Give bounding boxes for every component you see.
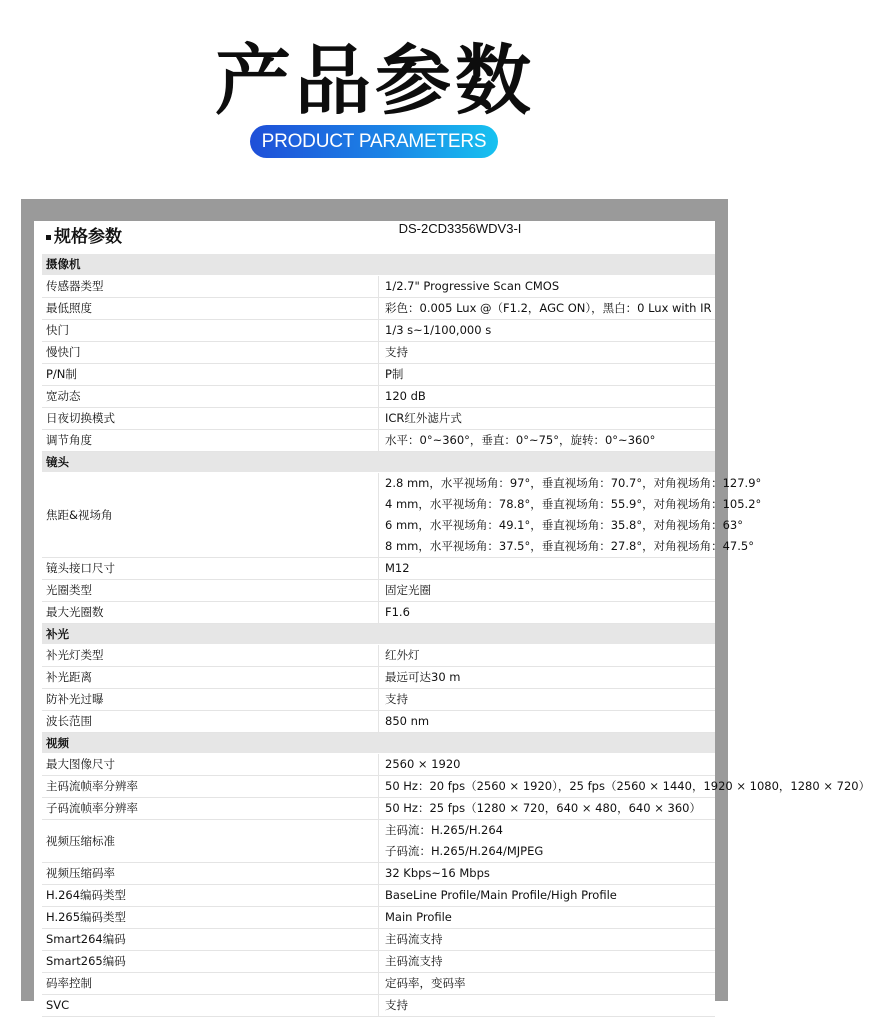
spec-label: 视频压缩标准 [42, 819, 379, 862]
spec-value [379, 644, 716, 666]
spec-value [379, 688, 716, 710]
spec-value-line: 水平：0°~360°，垂直：0°~75°，旋转：0°~360° [385, 432, 656, 447]
table-row [42, 972, 715, 994]
table-row [42, 363, 715, 385]
table-row [42, 928, 715, 950]
spec-label: 波长范围 [42, 710, 379, 732]
table-row [42, 385, 715, 407]
spec-label: 宽动态 [42, 385, 379, 407]
spec-label: SVC [42, 994, 379, 1016]
spec-label: 最大光圈数 [42, 601, 379, 623]
spec-label: 调节角度 [42, 429, 379, 451]
table-row [42, 950, 715, 972]
spec-card-header [34, 221, 715, 253]
table-row [42, 797, 715, 819]
spec-value-line: 32 Kbps~16 Mbps [385, 865, 490, 880]
spec-value-line: ICR红外滤片式 [385, 410, 462, 425]
spec-value-line: 主码流：H.265/H.264 [385, 822, 503, 837]
spec-value [379, 710, 716, 732]
spec-value-line: 2.8 mm，水平视场角：97°，垂直视场角：70.7°，对角视场角：127.9° [385, 475, 762, 490]
spec-value-line: P制 [385, 366, 404, 381]
subtitle-badge: PRODUCT PARAMETERS [250, 125, 498, 158]
section-header [42, 732, 715, 753]
spec-value-line: 4 mm，水平视场角：78.8°，垂直视场角：55.9°，对角视场角：105.2° [385, 496, 762, 511]
section-header [42, 254, 715, 275]
spec-value [379, 297, 716, 319]
page-title: 产品参数 [215, 36, 535, 125]
table-row [42, 862, 715, 884]
table-row [42, 275, 715, 297]
spec-value-line: 6 mm，水平视场角：49.1°，垂直视场角：35.8°，对角视场角：63° [385, 517, 743, 532]
section-title: 镜头 [42, 451, 715, 472]
table-row [42, 297, 715, 319]
model-number: DS-2CD3356WDV3-I [398, 221, 522, 236]
spec-value-line: 120 dB [385, 388, 426, 403]
spec-value-line: 红外灯 [385, 647, 420, 662]
table-row [42, 429, 715, 451]
spec-value-line: 彩色：0.005 Lux @（F1.2，AGC ON），黑白：0 Lux with IR [385, 300, 712, 315]
section-header [42, 451, 715, 472]
spec-value-line: 50 Hz：25 fps（1280 × 720，640 × 480，640 × 360） [385, 800, 701, 815]
section-title: 补光 [42, 623, 715, 644]
spec-value [379, 797, 716, 819]
spec-value [379, 601, 716, 623]
table-row [42, 407, 715, 429]
table-row [42, 710, 715, 732]
spec-label: 光圈类型 [42, 579, 379, 601]
spec-label: 传感器类型 [42, 275, 379, 297]
spec-label: 最大图像尺寸 [42, 753, 379, 775]
bullet-icon [46, 235, 51, 240]
spec-label: 焦距&视场角 [42, 472, 379, 557]
table-row [42, 819, 715, 862]
spec-value [379, 819, 716, 862]
spec-value [379, 429, 716, 451]
spec-label: 慢快门 [42, 341, 379, 363]
spec-value-line: 850 nm [385, 713, 430, 728]
spec-table [42, 254, 870, 1017]
spec-value-line: 定码率，变码率 [385, 975, 466, 990]
table-row [42, 472, 715, 557]
spec-label: 日夜切换模式 [42, 407, 379, 429]
spec-value [379, 472, 762, 557]
table-row [42, 579, 715, 601]
table-row [42, 753, 715, 775]
spec-value [379, 972, 716, 994]
spec-value [379, 775, 870, 797]
spec-label: 主码流帧率分辨率 [42, 775, 379, 797]
spec-card-title: 规格参数 [54, 227, 122, 247]
spec-value [379, 579, 716, 601]
spec-value-line: 固定光圈 [385, 582, 431, 597]
spec-value [379, 557, 716, 579]
spec-value-line: 1/2.7" Progressive Scan CMOS [385, 278, 560, 293]
spec-value [379, 753, 716, 775]
spec-value [379, 341, 716, 363]
spec-value [379, 994, 716, 1016]
spec-label: P/N制 [42, 363, 379, 385]
section-title: 视频 [42, 732, 715, 753]
spec-value-line: 2560 × 1920 [385, 756, 461, 771]
table-row [42, 906, 715, 928]
table-row [42, 341, 715, 363]
spec-value-line: 支持 [385, 344, 408, 359]
spec-value [379, 363, 716, 385]
table-row [42, 644, 715, 666]
spec-label: H.265编码类型 [42, 906, 379, 928]
spec-value-line: F1.6 [385, 604, 410, 619]
spec-value [379, 385, 716, 407]
spec-label: 镜头接口尺寸 [42, 557, 379, 579]
spec-value-line: 支持 [385, 997, 408, 1012]
spec-value [379, 407, 716, 429]
spec-label: 码率控制 [42, 972, 379, 994]
spec-label: Smart264编码 [42, 928, 379, 950]
spec-value [379, 275, 716, 297]
table-row [42, 557, 715, 579]
spec-label: 补光灯类型 [42, 644, 379, 666]
table-row [42, 688, 715, 710]
spec-value [379, 950, 716, 972]
spec-label: 补光距离 [42, 666, 379, 688]
spec-value [379, 928, 716, 950]
spec-label: Smart265编码 [42, 950, 379, 972]
spec-value [379, 906, 716, 928]
table-row [42, 994, 715, 1016]
spec-value-line: 子码流：H.265/H.264/MJPEG [385, 843, 544, 858]
spec-label: H.264编码类型 [42, 884, 379, 906]
spec-label: 快门 [42, 319, 379, 341]
spec-value-line: 最远可达30 m [385, 669, 461, 684]
table-row [42, 775, 715, 797]
spec-value-line: 8 mm，水平视场角：37.5°，垂直视场角：27.8°，对角视场角：47.5° [385, 538, 754, 553]
spec-label: 子码流帧率分辨率 [42, 797, 379, 819]
spec-value [379, 862, 716, 884]
table-row [42, 319, 715, 341]
table-row [42, 884, 715, 906]
spec-value-line: 1/3 s~1/100,000 s [385, 322, 492, 337]
section-title: 摄像机 [42, 254, 715, 275]
page-header [0, 0, 750, 199]
section-header [42, 623, 715, 644]
spec-label: 防补光过曝 [42, 688, 379, 710]
spec-label: 视频压缩码率 [42, 862, 379, 884]
spec-value [379, 666, 716, 688]
spec-value [379, 319, 716, 341]
table-row [42, 666, 715, 688]
spec-value-line: Main Profile [385, 909, 452, 924]
table-row [42, 601, 715, 623]
spec-value-line: BaseLine Profile/Main Profile/High Profile [385, 887, 617, 902]
spec-value-line: M12 [385, 560, 410, 575]
spec-card [34, 221, 870, 1012]
spec-label: 最低照度 [42, 297, 379, 319]
spec-value-line: 50 Hz：20 fps（2560 × 1920），25 fps（2560 × 1440，1920 × 1080，1280 × 720） [385, 778, 870, 793]
spec-value-line: 主码流支持 [385, 931, 443, 946]
spec-value [379, 884, 716, 906]
spec-value-line: 支持 [385, 691, 408, 706]
spec-value-line: 主码流支持 [385, 953, 443, 968]
